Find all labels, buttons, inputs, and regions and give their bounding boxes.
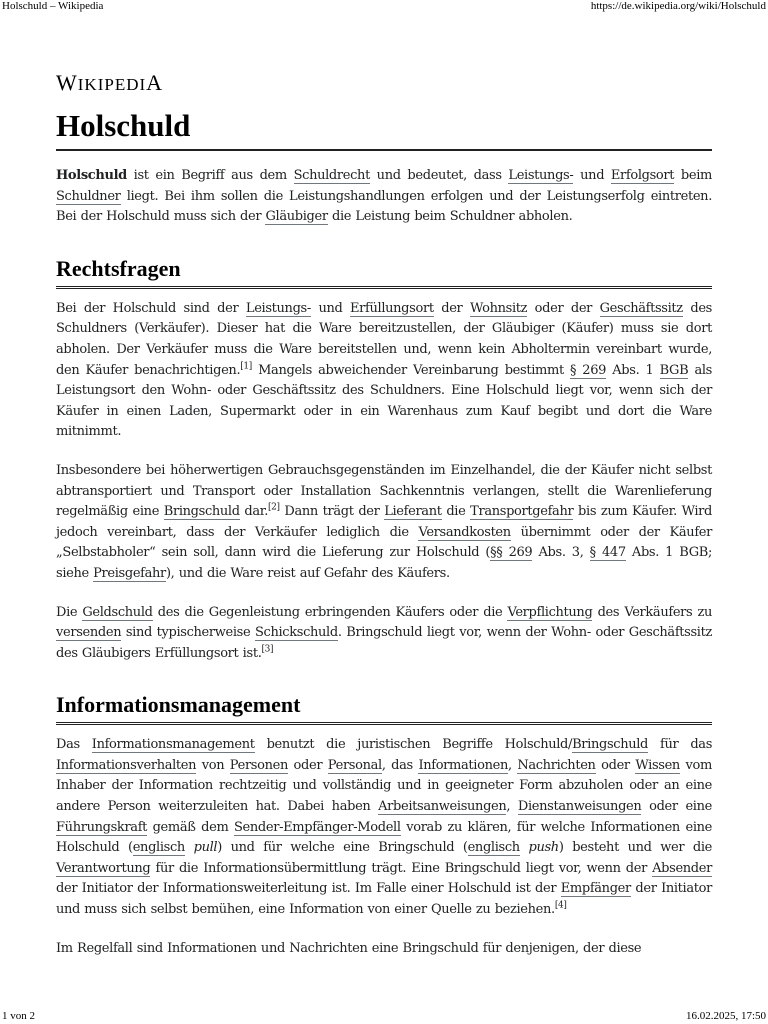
wiki-link[interactable]: Empfänger [560,881,631,897]
text-run: Dann trägt der [279,504,385,520]
bold-term: Holschuld [56,168,127,183]
wiki-link[interactable]: Bringschuld [572,737,649,753]
paragraph [56,735,712,920]
print-url: https://de.wikipedia.org/wiki/Holschuld [590,0,766,12]
text-run: übernimmt oder der Käufer „Selbstabholer“ sein soll, dann wird die Lieferung zur Holschuld ( [56,524,712,561]
wiki-link[interactable]: BGB [659,362,689,378]
wiki-link[interactable]: Erfolgsort [610,168,675,183]
text-run: für das [648,737,713,753]
text-run: Die [56,604,83,620]
wiki-link[interactable]: Sender-Empfänger-Modell [233,819,401,835]
intro-paragraph [56,166,712,228]
text-run: . Bringschuld liegt vor, wenn der Wohn- oder Geschäftssitz des Gläubigers Erfüllungsort ist. [56,625,712,661]
text-run: benutzt die juristischen Begriffe Holschuld/ [254,737,573,753]
print-header [0,0,768,12]
wiki-link[interactable]: Informationsmanagement [91,737,255,753]
text-run: oder [288,757,328,773]
text-run: Abs. 1 [606,362,660,378]
wiki-link[interactable]: Nachrichten [517,757,596,773]
wiki-link[interactable]: Informationsverhalten [56,757,197,773]
text-run: des Schuldners (Verkäufer). Dieser hat die Ware bereitzustellen, der Gläubiger (Käufer) muss sie dort abholen. Der Verkäufer muss die Ware bereitstellen und, wenn kein Abholtermin vereinbart wurde, den Käufer benachrichtigen. [56,300,712,378]
text-run: Mangels abweichender Vereinbarung bestimmt [251,362,570,378]
text-run: des Verkäufers zu [592,604,713,620]
wiki-link[interactable]: Gläubiger [265,209,328,225]
wiki-link[interactable]: Transportgefahr [470,504,574,520]
text-run: ) und für welche eine Bringschuld ( [217,840,468,856]
wordmark-final: A [146,70,164,95]
text-run: , [506,799,518,815]
paragraph [56,939,712,960]
paragraph [56,603,712,665]
text-run: oder [595,757,636,773]
paragraph [56,299,712,443]
wiki-link[interactable]: versenden [56,625,122,641]
text-run: vom Inhaber der Information rechtzeitig und vollständig und in geeigneter Form abzuholen oder an eine andere Person weiterzuleiten hat. Dabei haben [56,757,712,815]
section-heading-informationsmanagement: Informationsmanagement [56,690,712,725]
text-run: von [196,757,230,773]
text-run: Insbesondere bei höherwertigen Gebrauchsgegenständen im Einzelhandel, die der Käufer nicht selbst abtransportiert und Transport oder Installation Sachkenntnis verlangen, stellt die Warenlieferung regelmäßig eine [56,462,712,520]
page-title: Holschuld [56,105,712,151]
reference-link[interactable]: [4] [554,900,567,911]
text-run: ist ein Begriff aus dem [126,168,294,183]
wiki-link[interactable]: Leistungs- [245,300,311,316]
text-run: oder der [527,300,600,316]
text-run: der Initiator und muss sich selbst bemühen, eine Information von einer Quelle zu beziehen. [56,881,712,918]
wiki-link[interactable]: Preisgefahr [93,565,166,581]
wiki-link[interactable]: Bringschuld [163,504,240,520]
text-run: und [573,168,611,183]
text-run: oder eine [641,799,712,815]
text-run: , das [381,757,419,773]
text-run: die Leistung beim Schuldner abholen. [327,209,573,225]
text-run: und [310,300,351,316]
text-run: , [507,757,518,773]
wiki-link[interactable]: englisch [132,840,185,856]
text-run: der Initiator der Informationsweiterleitung ist. Im Falle einer Holschuld ist der [56,881,561,897]
reference-link[interactable]: [2] [268,502,280,513]
italic-term: push [528,840,559,856]
wiki-link[interactable]: Wohnsitz [469,300,528,316]
wiki-link[interactable]: Führungskraft [56,819,148,835]
wiki-link[interactable]: Geldschuld [82,604,153,620]
text-run: vorab zu klären, für welche Informationen eine Holschuld ( [56,819,712,856]
wiki-link[interactable]: englisch [467,840,520,856]
text-run: Abs. 3, [532,545,590,561]
wiki-link[interactable]: Schuldner [56,188,121,204]
wiki-link[interactable]: §§ 269 [490,545,533,561]
article-content [56,68,712,959]
text-run: Im Regelfall sind Informationen und Nachrichten eine Bringschuld für denjenigen, der diese [56,940,642,956]
wiki-link[interactable]: Verpflichtung [507,604,593,620]
wordmark-middle: IKIPEDI [77,75,147,94]
print-footer [0,1010,768,1022]
text-run: gemäß dem [147,819,234,835]
wiki-link[interactable]: Lieferant [384,504,442,520]
text-run: als Leistungsort den Wohn- oder Geschäftssitz des Schuldners. Eine Holschuld liegt vor, wenn sich der Käufer in einen Laden, Supermarkt oder in ein Warenhaus zum Kauf begibt und dort die Ware mitnimmt. [56,362,712,440]
text-run: liegt. Bei ihm sollen die Leistungshandlungen erfolgen und der Leistungserfolg eintreten. Bei der Holschuld muss sich der [56,188,712,225]
wiki-link[interactable]: Personen [229,757,288,773]
wiki-link[interactable]: Erfüllungsort [350,300,434,316]
wiki-link[interactable]: § 269 [570,362,607,378]
reference-link[interactable]: [1] [240,361,252,372]
wiki-link[interactable]: Arbeitsanweisungen [378,799,507,815]
italic-term: pull [193,840,218,856]
wikipedia-wordmark [56,68,712,98]
text-run: für die Informationsübermittlung trägt. Eine Bringschuld liegt vor, wenn der [150,860,653,876]
text-run: Bei der Holschuld sind der [56,300,246,316]
wiki-link[interactable]: Personal [327,757,382,773]
text-run: beim [674,168,712,183]
text-run: der [433,300,470,316]
print-page-number: 1 von 2 [2,1010,35,1022]
text-run: des die Gegenleistung erbringenden Käufers oder die [152,604,508,620]
wiki-link[interactable]: Schickschuld [254,625,338,641]
wiki-link[interactable]: Leistungs- [508,168,574,183]
wordmark-initial: W [56,70,78,95]
reference-link[interactable]: [3] [261,644,274,655]
wiki-link[interactable]: Wissen [635,757,680,773]
text-run: bis zum Käufer. Wird jedoch vereinbart, dass der Verkäufer lediglich die [56,504,712,540]
wiki-link[interactable]: Informationen [418,757,508,773]
text-run: dar. [239,504,268,520]
wiki-link[interactable]: § 447 [589,545,626,561]
text-run: die [441,504,471,520]
wiki-link[interactable]: Absender [652,860,712,876]
wiki-link[interactable]: Schuldrecht [293,168,370,183]
print-page-title: Holschuld – Wikipedia [2,0,104,12]
print-datetime: 16.02.2025, 17:50 [685,1010,766,1022]
text-run: sind typischerweise [121,625,255,641]
wiki-link[interactable]: Dienstanweisungen [517,799,642,815]
text-run: Das [56,737,92,753]
wiki-link[interactable]: Geschäftssitz [599,300,683,316]
text-run: und bedeutet, dass [369,168,509,183]
section-heading-rechtsfragen: Rechtsfragen [56,254,712,289]
paragraph [56,461,712,585]
text-run: ), und die Ware reist auf Gefahr des Käufers. [165,565,450,581]
wiki-link[interactable]: Verantwortung [56,860,151,876]
wiki-link[interactable]: Versandkosten [418,524,511,540]
text-run: Abs. 1 BGB; siehe [56,545,712,581]
text-run: ) besteht und wer die [558,840,712,856]
text-run [185,840,194,855]
